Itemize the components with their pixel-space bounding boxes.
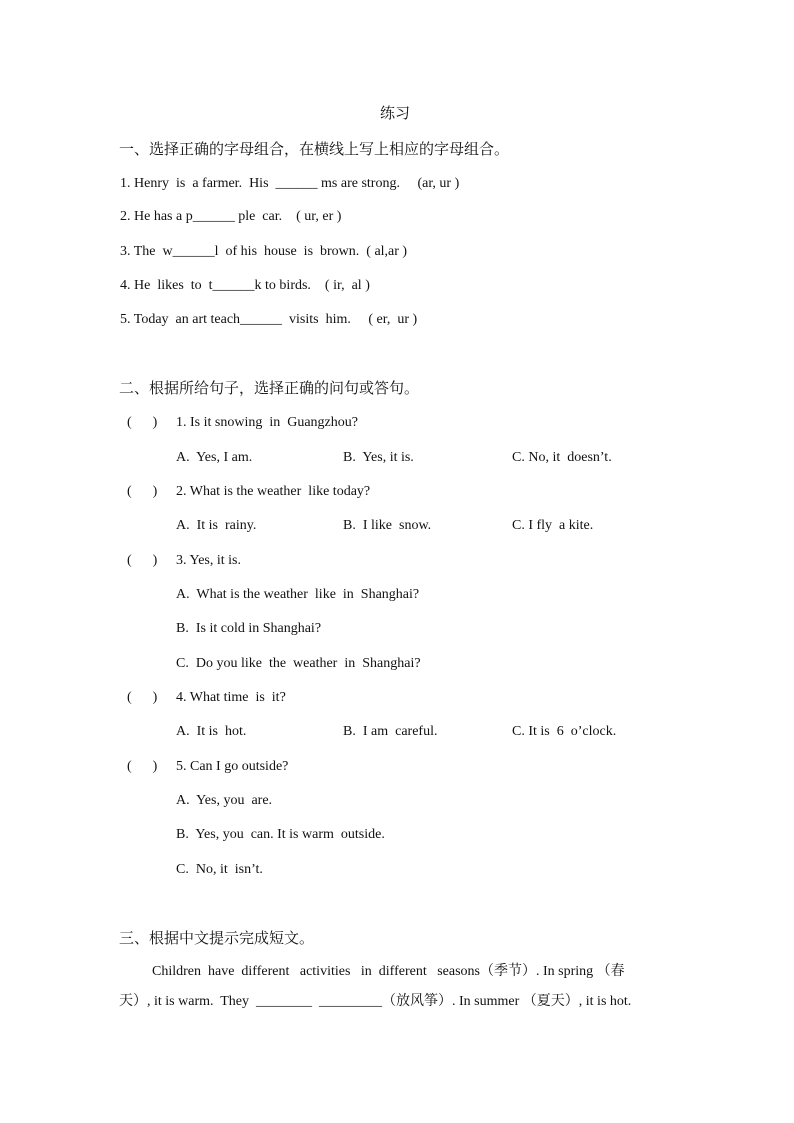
- answer-paren-3: ( ): [127, 553, 158, 568]
- question-3: 3. Yes, it is.: [176, 553, 241, 568]
- answer-paren-2: ( ): [127, 484, 158, 499]
- section3-heading: 三、根据中文提示完成短文。: [119, 929, 315, 947]
- question-1: 1. Is it snowing in Guangzhou?: [176, 415, 358, 430]
- q2-option-c: C. I fly a kite.: [512, 518, 594, 533]
- section1-item-3: 3. The w______l of his house is brown. ( al,ar ): [120, 244, 408, 259]
- question-4: 4. What time is it?: [176, 690, 286, 705]
- q3-option-b: B. Is it cold in Shanghai?: [176, 621, 322, 636]
- section1-item-4: 4. He likes to t______k to birds. ( ir, al ): [120, 278, 370, 293]
- q5-option-b: B. Yes, you can. It is warm outside.: [176, 827, 385, 842]
- q3-option-a: A. What is the weather like in Shanghai?: [176, 587, 420, 602]
- q1-option-b: B. Yes, it is.: [343, 450, 414, 465]
- q2-option-a: A. It is rainy.: [176, 518, 257, 533]
- q2-option-b: B. I like snow.: [343, 518, 432, 533]
- q4-option-b: B. I am careful.: [343, 724, 438, 739]
- answer-paren-1: ( ): [127, 415, 158, 430]
- question-5: 5. Can I go outside?: [176, 759, 289, 774]
- q4-option-c: C. It is 6 o’clock.: [512, 724, 617, 739]
- section1-heading: 一、选择正确的字母组合，在横线上写上相应的字母组合。: [119, 140, 510, 158]
- q5-option-c: C. No, it isn’t.: [176, 862, 263, 877]
- answer-paren-4: ( ): [127, 690, 158, 705]
- section1-item-5: 5. Today an art teach______ visits him. ( er, ur ): [120, 312, 418, 327]
- question-2: 2. What is the weather like today?: [176, 484, 371, 499]
- q1-option-c: C. No, it doesn’t.: [512, 450, 612, 465]
- section2-heading: 二、根据所给句子，选择正确的问句或答句。: [119, 379, 420, 397]
- section1-item-1: 1. Henry is a farmer. His ______ ms are strong. (ar, ur ): [120, 176, 460, 191]
- q4-option-a: A. It is hot.: [176, 724, 247, 739]
- section1-item-2: 2. He has a p______ ple car. ( ur, er ): [120, 209, 342, 224]
- passage-line-1: Children have different activities in different seasons（季节）. In spring （春: [152, 964, 625, 979]
- q5-option-a: A. Yes, you are.: [176, 793, 273, 808]
- q1-option-a: A. Yes, I am.: [176, 450, 253, 465]
- page-title: 练习: [380, 104, 411, 122]
- passage-line-2: 天）, it is warm. They ________ _________（放风筝）. In summer （夏天）, it is hot.: [119, 994, 632, 1009]
- answer-paren-5: ( ): [127, 759, 158, 774]
- q3-option-c: C. Do you like the weather in Shanghai?: [176, 656, 421, 671]
